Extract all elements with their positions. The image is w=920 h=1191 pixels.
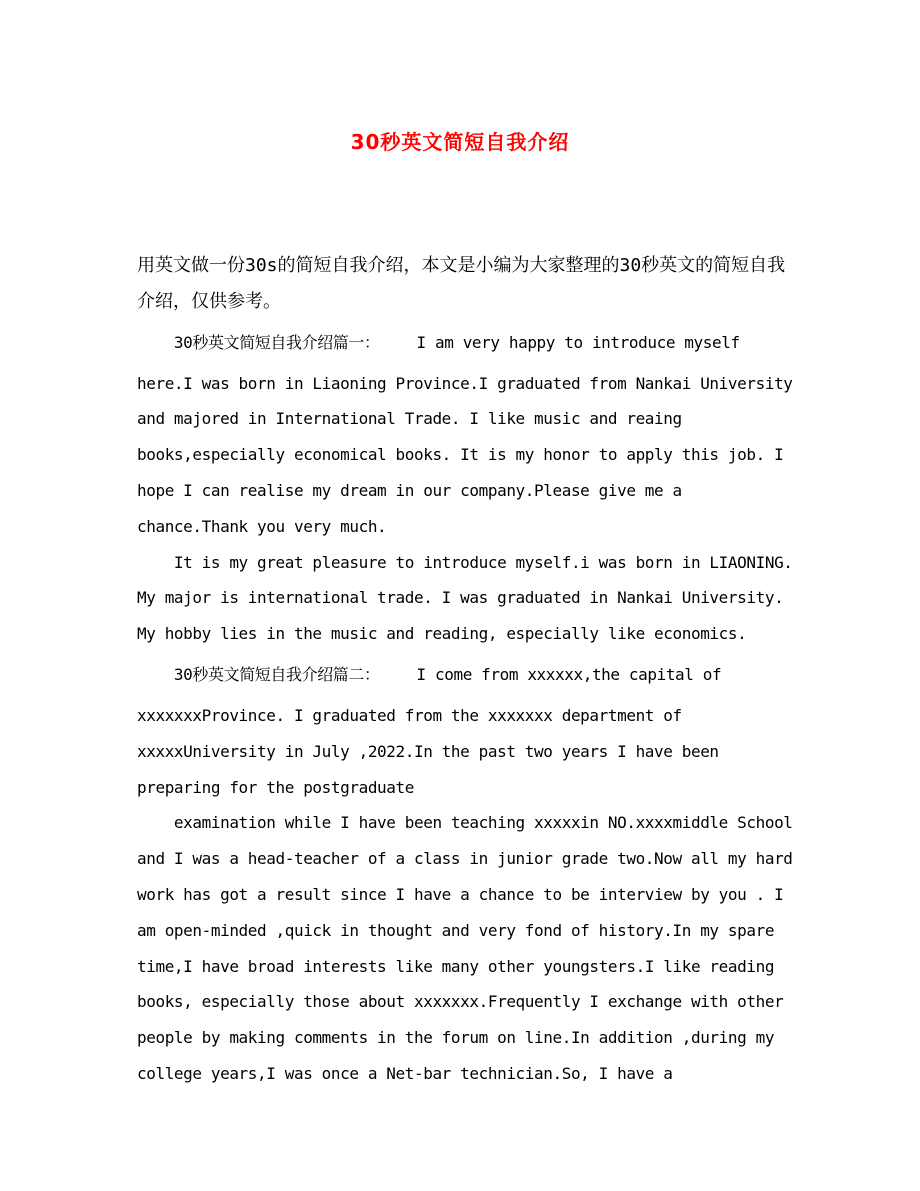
text-line: 介绍，仅供参考。: [137, 290, 281, 312]
text-line: My hobby lies in the music and reading, especially like economics.: [137, 624, 747, 644]
text-line: 用英文做一份30s的简短自我介绍，本文是小编为大家整理的30秒英文的简短自我: [137, 255, 786, 276]
text-line: college years,I was once a Net-bar technician.So, I have a: [137, 1063, 673, 1083]
text-line: chance.Thank you very much.: [137, 516, 387, 536]
text-line: It is my great pleasure to introduce myself.i was born in LIAONING.: [137, 552, 793, 572]
text-line: and majored in International Trade. I like music and reaing: [137, 409, 682, 429]
text-line: time,I have broad interests like many other youngsters.I like reading: [137, 956, 775, 976]
text-line: 30秒英文简短自我介绍篇二： I come from xxxxxx,the capital of: [137, 664, 722, 684]
document-body: [137, 248, 920, 1092]
text-line: work has got a result since I have a chance to be interview by you . I: [137, 884, 784, 904]
text-line: hope I can realise my dream in our company.Please give me a: [137, 480, 682, 500]
text-line: am open-minded ,quick in thought and very fond of history.In my spare: [137, 920, 775, 940]
text-line: preparing for the postgraduate: [137, 777, 414, 797]
text-line: here.I was born in Liaoning Province.I graduated from Nankai University: [137, 373, 793, 393]
text-line: people by making comments in the forum on line.In addition ,during my: [137, 1028, 775, 1048]
text-line: My major is international trade. I was graduated in Nankai University.: [137, 588, 784, 608]
text-line: xxxxxxxProvince. I graduated from the xxxxxxx department of: [137, 705, 682, 725]
text-line: and I was a head-teacher of a class in junior grade two.Now all my hard: [137, 849, 793, 869]
text-line: xxxxxUniversity in July ,2022.In the past two years I have been: [137, 741, 719, 761]
document-title: 30秒英文简短自我介绍: [350, 130, 570, 154]
text-line: books, especially those about xxxxxxx.Frequently I exchange with other: [137, 992, 784, 1012]
text-line: 30秒英文简短自我介绍篇一： I am very happy to introduce myself: [137, 332, 740, 352]
text-line: examination while I have been teaching xxxxxin NO.xxxxmiddle School: [137, 813, 793, 833]
text-line: books,especially economical books. It is my honor to apply this job. I: [137, 445, 784, 465]
